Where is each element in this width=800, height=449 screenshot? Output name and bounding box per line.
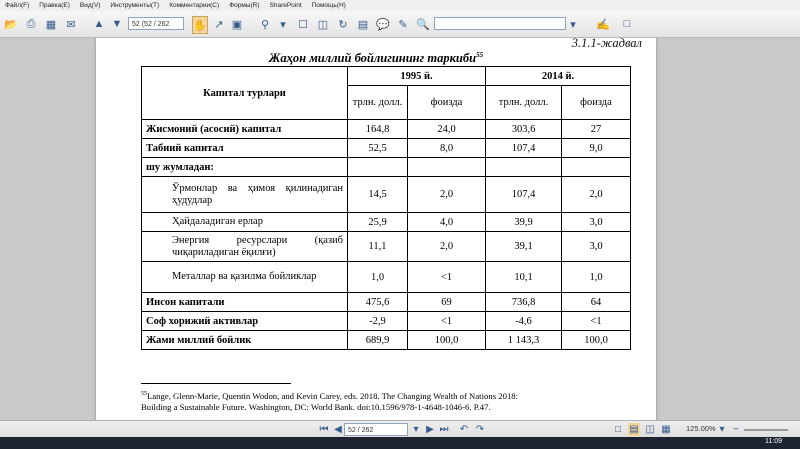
cell-value (348, 158, 408, 177)
zoom-out-icon[interactable]: − (733, 424, 739, 435)
cell-value: 2,0 (408, 232, 486, 262)
cell-value: 1,0 (562, 262, 631, 293)
layout-icon[interactable]: ▤ (357, 18, 369, 31)
cell-value: 100,0 (562, 331, 631, 350)
forward-icon[interactable]: ↷ (475, 424, 485, 435)
document-page (96, 38, 656, 420)
cell-value: 39,1 (486, 232, 562, 262)
single-page-view-icon[interactable]: □ (614, 424, 622, 435)
menu-edit[interactable]: Правка(E) (39, 2, 70, 9)
table-row (142, 139, 631, 158)
cell-value: -4,6 (486, 312, 562, 331)
taskbar (0, 437, 800, 449)
row-label: Табиий капитал (142, 139, 348, 158)
cell-value: 689,9 (348, 331, 408, 350)
cell-value (486, 158, 562, 177)
row-label: Жами миллий бойлик (142, 331, 348, 350)
cell-value (562, 158, 631, 177)
cell-value: 69 (408, 293, 486, 312)
cell-value: 107,4 (486, 139, 562, 158)
search-dropdown-icon[interactable]: ▾ (570, 18, 576, 31)
highlight-icon[interactable]: ✎ (398, 18, 408, 31)
cell-value: 2,0 (408, 177, 486, 213)
print-icon[interactable]: ⎙ (26, 17, 36, 30)
table-row (142, 331, 631, 350)
cell-value: 164,8 (348, 120, 408, 139)
menu-forms[interactable]: Формы(R) (229, 2, 260, 9)
menu-view[interactable]: Вид(V) (79, 2, 101, 9)
zoom-level[interactable]: 125.00% (686, 424, 716, 433)
next-page-icon[interactable]: ▼ (111, 18, 123, 30)
cell-value: <1 (408, 262, 486, 293)
zoom-slider[interactable] (744, 429, 788, 431)
page-dropdown-icon[interactable]: ▾ (413, 424, 419, 435)
toolbar (0, 11, 800, 38)
menu-tools[interactable]: Инструменты(T) (110, 2, 160, 9)
footnote (141, 389, 611, 414)
table-row (142, 232, 631, 262)
status-bar (0, 420, 800, 438)
menu-sharepoint[interactable]: SharePoint (269, 2, 302, 9)
find-icon[interactable]: 🔍 (416, 18, 430, 31)
header-trillion-usd-1995: трлн. долл. (348, 86, 408, 120)
header-year-2014: 2014 й. (486, 67, 631, 86)
zoom-dropdown-icon[interactable]: ▾ (280, 18, 286, 31)
table-row (142, 177, 631, 213)
fit-width-icon[interactable]: ◫ (317, 18, 329, 31)
cell-value: 8,0 (408, 139, 486, 158)
cell-value: <1 (408, 312, 486, 331)
row-label: Ҳайдаладиган ерлар (142, 213, 348, 232)
cell-value: 2,0 (562, 177, 631, 213)
cell-value (408, 158, 486, 177)
email-icon[interactable]: ✉ (66, 18, 76, 31)
comment-icon[interactable]: 💬 (376, 18, 390, 31)
open-icon[interactable]: 📂 (4, 18, 18, 31)
table-number: 3.1.1-жадвал (571, 38, 642, 50)
last-page-icon[interactable]: ⏭ (439, 424, 449, 435)
save-icon[interactable]: ▦ (45, 18, 57, 31)
cell-value: 3,0 (562, 232, 631, 262)
back-icon[interactable]: ↶ (459, 424, 469, 435)
header-percent-1995: фоизда (408, 86, 486, 120)
row-label: Инсон капитали (142, 293, 348, 312)
cell-value: 25,9 (348, 213, 408, 232)
cell-value: <1 (562, 312, 631, 331)
first-page-icon[interactable]: ⏮ (319, 424, 329, 435)
table-row (142, 120, 631, 139)
table-title: Жаҳон миллий бойлигининг таркиби$^{55}$ (268, 51, 484, 66)
cell-value: 52,5 (348, 139, 408, 158)
row-label: Ўрмонлар ва ҳимоя қилинадиган ҳудудлар (142, 177, 348, 213)
continuous-view-icon[interactable]: ▤ (629, 424, 639, 435)
footnote-line-2: Building a Sustainable Future. Washington, DC: World Bank. doi:10.1596/978-1-4648-1046-6. P.47. (141, 402, 491, 413)
table-row (142, 213, 631, 232)
cell-value: 303,6 (486, 120, 562, 139)
status-page-input[interactable]: 52 / 262 (344, 423, 408, 436)
row-label: Соф хорижий активлар (142, 312, 348, 331)
two-page-view-icon[interactable]: ◫ (645, 424, 655, 435)
select-tool-icon[interactable]: ↗ (214, 18, 224, 31)
rotate-icon[interactable]: ↻ (338, 18, 348, 31)
cell-value: 14,5 (348, 177, 408, 213)
page-number-input[interactable]: 52 (52 / 262 (128, 17, 184, 30)
cell-value: 1 143,3 (486, 331, 562, 350)
footnote-divider (141, 383, 291, 384)
next-page-status-icon[interactable]: ▶ (426, 424, 434, 435)
zoom-level-dropdown-icon[interactable]: ▾ (719, 424, 725, 435)
title-footnote-ref: 55 (476, 51, 484, 59)
two-page-continuous-icon[interactable]: ▦ (661, 424, 671, 435)
cell-value: 11,1 (348, 232, 408, 262)
cell-value: 4,0 (408, 213, 486, 232)
cell-value: 475,6 (348, 293, 408, 312)
cell-value: 24,0 (408, 120, 486, 139)
cell-value: 1,0 (348, 262, 408, 293)
menu-help[interactable]: Помощь(H) (311, 2, 346, 9)
footnote-line-1: Lange, Glenn-Marie, Quentin Wodon, and Kevin Carey, eds. 2018. The Changing Wealth of Nations 2018: (147, 390, 519, 401)
cell-value: 64 (562, 293, 631, 312)
cell-value: 10,1 (486, 262, 562, 293)
clock: 11:09 (765, 438, 782, 445)
share-icon[interactable]: □ (623, 18, 631, 30)
prev-page-icon[interactable]: ▲ (93, 18, 105, 30)
header-percent-2014: фоизда (562, 86, 631, 120)
table-row (142, 312, 631, 331)
snapshot-icon[interactable]: ▣ (231, 18, 243, 31)
prev-page-status-icon[interactable]: ◀ (334, 424, 342, 435)
row-label: шу жумладан: (142, 158, 348, 177)
cell-value: 9,0 (562, 139, 631, 158)
cell-value: 39,9 (486, 213, 562, 232)
sign-icon[interactable]: ✍ (596, 18, 610, 31)
cell-value: 27 (562, 120, 631, 139)
row-label: Металлар ва қазилма бойликлар (142, 262, 348, 293)
header-trillion-usd-2014: трлн. долл. (486, 86, 562, 120)
zoom-icon[interactable]: ⚲ (260, 18, 270, 31)
cell-value: 100,0 (408, 331, 486, 350)
document-viewer[interactable] (0, 38, 800, 420)
fit-page-icon[interactable]: ☐ (298, 18, 308, 31)
search-input[interactable] (434, 17, 566, 30)
cell-value: -2,9 (348, 312, 408, 331)
table-row (142, 158, 631, 177)
capital-table (141, 66, 631, 350)
table-row (142, 293, 631, 312)
menu-file[interactable]: Файл(F) (5, 2, 30, 9)
header-year-1995: 1995 й. (348, 67, 486, 86)
cell-value: 3,0 (562, 213, 631, 232)
hand-tool-icon[interactable]: ✋ (192, 16, 208, 34)
cell-value: 736,8 (486, 293, 562, 312)
table-row (142, 262, 631, 293)
footnote-ref: 55 (141, 391, 147, 397)
menu-comments[interactable]: Комментарии(C) (169, 2, 220, 9)
cell-value: 107,4 (486, 177, 562, 213)
row-label: Жисмоний (асосий) капитал (142, 120, 348, 139)
row-label: Энергия ресурслари (қазиб чиқариладиган ёқилғи) (142, 232, 348, 262)
header-capital-types: Капитал турлари (142, 67, 348, 120)
